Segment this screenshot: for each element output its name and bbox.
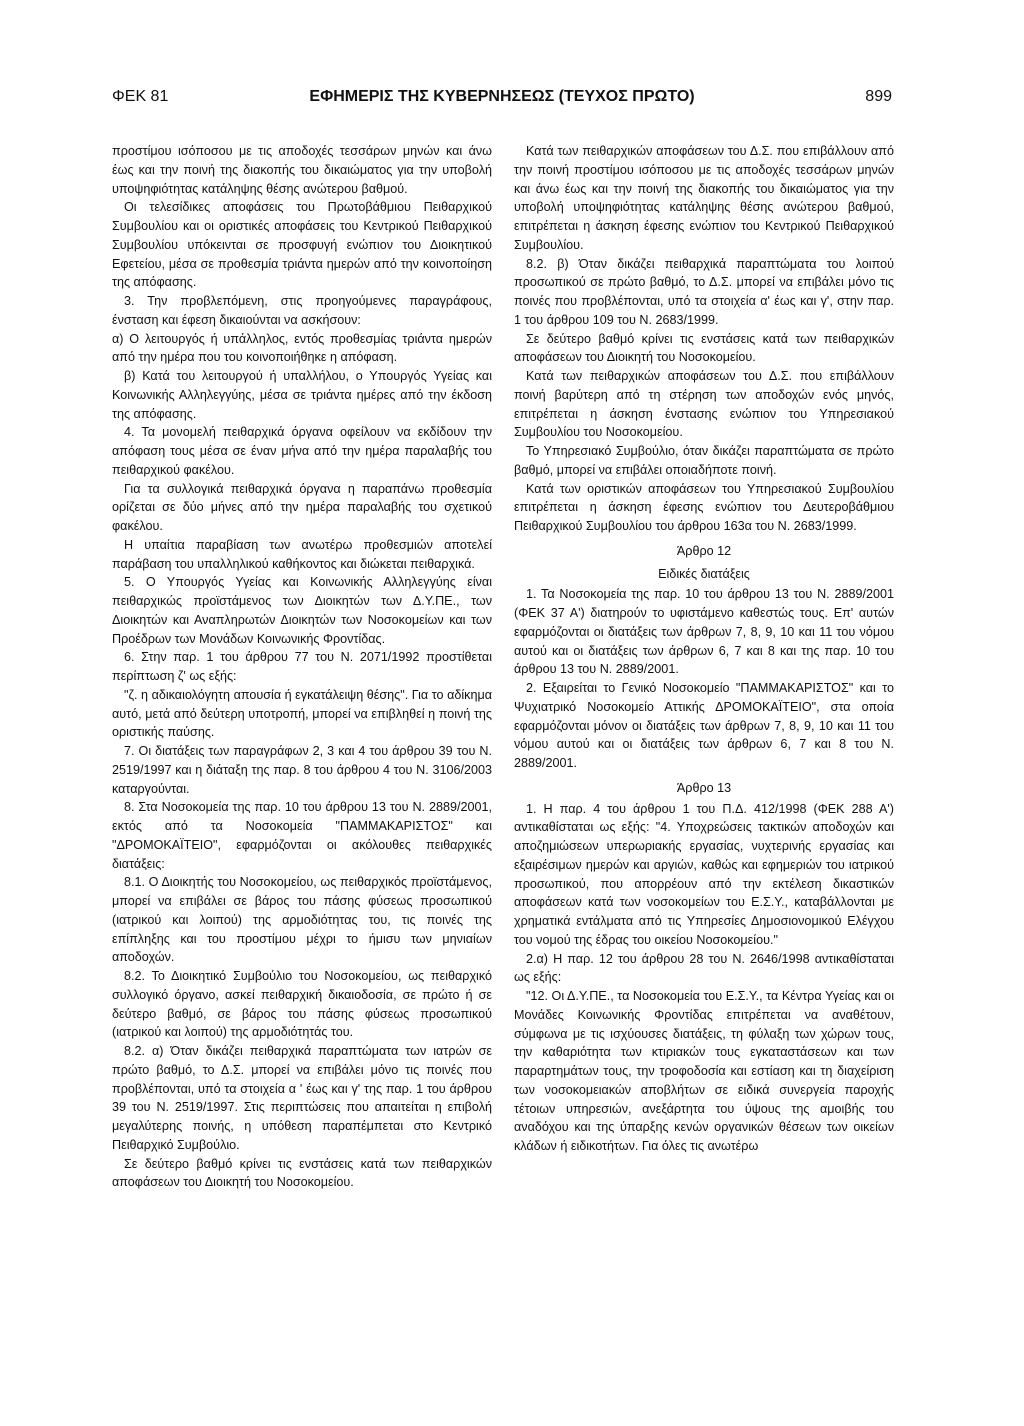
gazette-issue-number: ΦΕΚ 81 [112, 88, 169, 105]
paragraph: Σε δεύτερο βαθμό κρίνει τις ενστάσεις κατά των πειθαρχικών αποφάσεων του Διοικητή του Νοσοκομείου. [112, 1156, 492, 1190]
right-column [514, 142, 894, 1156]
gazette-title: ΕΦΗΜΕΡΙΣ ΤΗΣ ΚΥΒΕΡΝΗΣΕΩΣ (ΤΕΥΧΟΣ ΠΡΩΤΟ) [309, 88, 695, 105]
paragraph: 8.2. α) Όταν δικάζει πειθαρχικά παραπτώματα των ιατρών σε πρώτο βαθμό, το Δ.Σ. μπορεί να επιβάλει μόνο τις ποινές που προβλέπονται, υπό τα στοιχεία α ' έως και γ' της παρ. 1 του άρθρου 39 του Ν. 2519/1997. Στις περιπτώσεις που απαιτείται η επιβολή μεγαλύτερης ποινής, η υπόθεση παραπέμπεται στο Κεντρικό Πειθαρχικό Συμβούλιο. [112, 1044, 492, 1152]
page-number: 899 [865, 88, 892, 105]
paragraph: α) Ο λειτουργός ή υπάλληλος, εντός προθεσμίας τριάντα ημερών από την ημέρα που του κοινοποιήθηκε η απόφαση. [112, 331, 492, 365]
paragraph: "12. Οι Δ.Υ.ΠΕ., τα Νοσοκομεία του Ε.Σ.Υ., τα Κέντρα Υγείας και οι Μονάδες Κοινωνικής Φροντίδας επιτρέπεται να αναθέτουν, σύμφωνα με τις ισχύουσες διατάξεις, τη φύλαξη των χώρων τους, την καθαριότητα των κτιριακών τους εγκαταστάσεων και των παραρτημάτων τους, την τροφοδοσία και εστίαση και τη διαχείριση των νοσοκομειακών αποβλήτων σε ειδικά συνεργεία παροχής τέτοιων υπηρεσιών, ανεξάρτητα του ύψους της αμοιβής του αναδόχου και της ύπαρξης κενών οργανικών θέσεων των οικείων κλάδων ή ειδικοτήτων. Για όλες τις ανωτέρω [514, 989, 894, 1153]
paragraph: 1. Τα Νοσοκομεία της παρ. 10 του άρθρου 13 του Ν. 2889/2001 (ΦΕΚ 37 Α') διατηρούν το υφιστάμενο καθεστώς τους. Επ' αυτών εφαρμόζονται οι διατάξεις των άρθρων 7, 8, 9, 10 και 11 του νόμου αυτού και οι διατάξεις των άρθρων 6, 7 και 8 και της παρ. 10 του άρθρου 13 του Ν. 2889/2001. [514, 587, 894, 677]
paragraph: β) Κατά του λειτουργού ή υπαλλήλου, ο Υπουργός Υγείας και Κοινωνικής Αλληλεγγύης, μέσα σε τριάντα ημέρες από την έκδοση της απόφασης. [112, 369, 492, 421]
paragraph: "ζ. η αδικαιολόγητη απουσία ή εγκατάλειψη θέσης". Για το αδίκημα αυτό, μετά από δεύτερη υποτροπή, μπορεί να επιβληθεί η ποινή της οριστικής παύσης. [112, 687, 492, 740]
paragraph: Οι τελεσίδικες αποφάσεις του Πρωτοβάθμιου Πειθαρχικού Συμβουλίου και οι οριστικές αποφάσεις του Κεντρικού Πειθαρχικού Συμβουλίου υπόκεινται σε προσφυγή ενώπιον του Διοικητικού Εφετείου, μέσα σε προθεσμία τριάντα ημερών από την κοινοποίηση της απόφασης. [112, 200, 492, 290]
paragraph: Για τα συλλογικά πειθαρχικά όργανα η παραπάνω προθεσμία ορίζεται σε δύο μήνες από την ημέρα παραλαβής του σχετικού φακέλου. [112, 481, 492, 533]
paragraph: 8. Στα Νοσοκομεία της παρ. 10 του άρθρου 13 του Ν. 2889/2001, εκτός από τα Νοσοκομεία "ΠΑΜΜΑΚΑΡΙΣΤΟΣ" και "ΔΡΟΜΟΚΑΪΤΕΙΟ", εφαρμόζονται οι ακόλουθες πειθαρχικές διατάξεις: [112, 800, 492, 871]
paragraph: 7. Οι διατάξεις των παραγράφων 2, 3 και 4 του άρθρου 39 του Ν. 2519/1997 και η διάταξη της παρ. 8 του άρθρου 4 του Ν. 3106/2003 καταργούνται. [112, 744, 492, 796]
article-subheading: Ειδικές διατάξεις [658, 566, 750, 581]
paragraph: 4. Τα μονομελή πειθαρχικά όργανα οφείλουν να εκδίδουν την απόφαση τους μέσα σε έναν μήνα από την ημέρα παραλαβής του πειθαρχικού φακέλου. [112, 425, 492, 477]
paragraph: 8.2. Το Διοικητικό Συμβούλιο του Νοσοκομείου, ως πειθαρχικό συλλογικό όργανο, ασκεί πειθαρχική δικαιοδοσία, σε πρώτο ή σε δεύτερο βαθμό, σε βάρος του πάσης φύσεως προσωπικού (ιατρικού και λοιπού) της αρμοδιότητάς του. [112, 969, 492, 1040]
paragraph: Σε δεύτερο βαθμό κρίνει τις ενστάσεις κατά των πειθαρχικών αποφάσεων του Διοικητή του Νοσοκομείου. [514, 331, 894, 365]
paragraph: 8.1. Ο Διοικητής του Νοσοκομείου, ως πειθαρχικός προϊστάμενος, μπορεί να επιβάλει σε βάρος του πάσης φύσεως προσωπικού (ιατρικού και λοιπού) της αρμοδιότητας του, τις ποινές της επίπληξης και του προστίμου μέχρι το ήμισυ των μηνιαίων αποδοχών. [112, 875, 492, 965]
article-heading: Άρθρο 12 [676, 543, 732, 558]
paragraph: Το Υπηρεσιακό Συμβούλιο, όταν δικάζει παραπτώματα σε πρώτο βαθμό, μπορεί να επιβάλει οποιαδήποτε ποινή. [514, 444, 894, 477]
paragraph: προστίμου ισόποσου με τις αποδοχές τεσσάρων μηνών και άνω έως και την ποινή της διακοπής του δικαιώματος για την υποβολή υποψηφιότητας κατάληψης θέσης ανώτερου βαθμού. [112, 144, 492, 196]
paragraph: Κατά των οριστικών αποφάσεων του Υπηρεσιακού Συμβουλίου επιτρέπεται η άσκηση έφεσης ενώπιον του Δευτεροβάθμιου Πειθαρχικού Συμβουλίου του άρθρου 163α του Ν. 2683/1999. [514, 481, 894, 533]
paragraph: Η υπαίτια παραβίαση των ανωτέρω προθεσμιών αποτελεί παράβαση του υπαλληλικού καθήκοντος και διώκεται πειθαρχικά. [112, 537, 492, 571]
paragraph: Κατά των πειθαρχικών αποφάσεων του Δ.Σ. που επιβάλλουν ποινή βαρύτερη από τη στέρηση των αποδοχών ενός μηνός, επιτρέπεται η άσκηση ένστασης ενώπιον του Υπηρεσιακού Συμβουλίου του Νοσοκομείου. [514, 369, 894, 440]
page-header [112, 88, 892, 114]
paragraph: 6. Στην παρ. 1 του άρθρου 77 του Ν. 2071/1992 προστίθεται περίπτωση ζ' ως εξής: [112, 650, 492, 683]
paragraph: 1. Η παρ. 4 του άρθρου 1 του Π.Δ. 412/1998 (ΦΕΚ 288 Α') αντικαθίσταται ως εξής: "4. Υποχρεώσεις τακτικών αποδοχών και αποζημιώσεων υπερωριακής εργασίας, νυχτερινής εργασίας και εξαιρέσιμων ημερών και αργιών, καθώς και εφημεριών του ιατρικού προσωπικού, που απορρέουν από την εκτέλεση δικαστικών αποφάσεων κατά των νοσοκομείων του Ε.Σ.Υ., καταβάλλονται με χρηματικά εντάλματα από τις Υπηρεσίες Δημοσιονομικού Ελέγχου του νομού της έδρας του οικείου Νοσοκομείου." [514, 801, 894, 947]
paragraph: 2. Εξαιρείται το Γενικό Νοσοκομείο "ΠΑΜΜΑΚΑΡΙΣΤΟΣ" και το Ψυχιατρικό Νοσοκομείο Αττικής ΔΡΟΜΟΚΑΪΤΕΙΟ", στα οποία εφαρμόζονται μόνον οι διατάξεις των άρθρων 7, 8, 9, 10 και 11 του νόμου αυτού και οι διατάξεις των άρθρων 6, 7 και 8 του Ν. 2889/2001. [514, 681, 894, 770]
paragraph: 3. Την προβλεπόμενη, στις προηγούμενες παραγράφους, ένσταση και έφεση δικαιούνται να ασκήσουν: [112, 294, 492, 327]
left-column [112, 142, 492, 1192]
paragraph: 5. Ο Υπουργός Υγείας και Κοινωνικής Αλληλεγγύης είναι πειθαρχικώς προϊστάμενος των Διοικητών των Δ.Υ.ΠΕ., των Διοικητών και Αναπληρωτών Διοικητών των Νοσοκομείων και των Προέδρων των Μονάδων Κοινωνικής Φροντίδας. [112, 575, 492, 646]
paragraph: 2.α) Η παρ. 12 του άρθρου 28 του Ν. 2646/1998 αντικαθίσταται ως εξής: [514, 951, 894, 985]
article-heading: Άρθρο 13 [676, 780, 732, 795]
paragraph: 8.2. β) Όταν δικάζει πειθαρχικά παραπτώματα του λοιπού προσωπικού σε πρώτο βαθμό, το Δ.Σ. μπορεί να επιβάλει μόνο τις ποινές που προβλέπονται, υπό τα στοιχεία α' έως και γ', στην παρ. 1 του άρθρου 109 του Ν. 2683/1999. [514, 256, 894, 327]
paragraph: Κατά των πειθαρχικών αποφάσεων του Δ.Σ. που επιβάλλουν από την ποινή προστίμου ισόποσου με τις αποδοχές τεσσάρων μηνών και άνω έως και την ποινή της διακοπής του δικαιώματος για την υποβολή υποψηφιότητας κατάληψης θέσης ανώτερου βαθμού, επιτρέπεται η άσκηση έφεσης ενώπιον του Κεντρικού Πειθαρχικού Συμβουλίου. [514, 144, 894, 252]
